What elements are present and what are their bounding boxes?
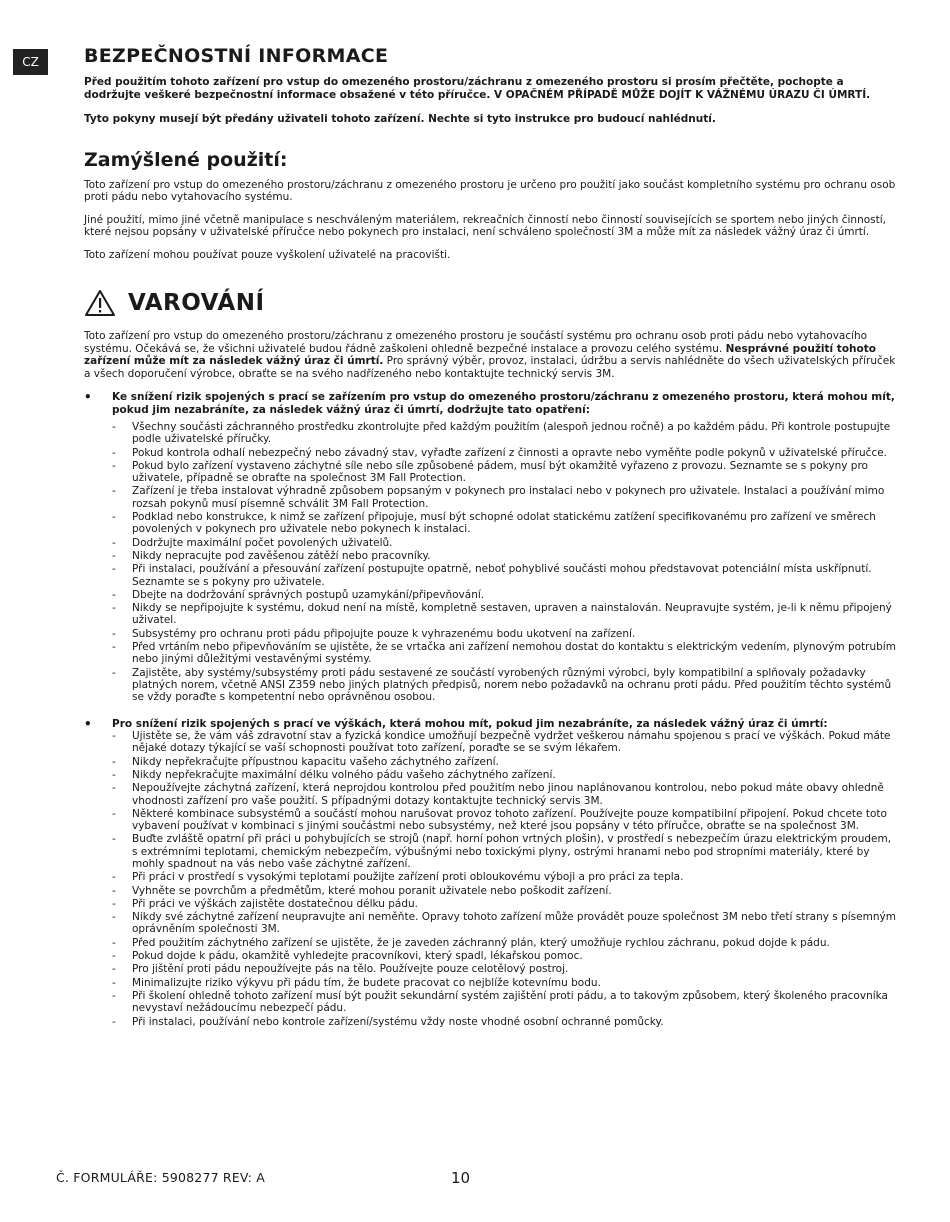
list-item: - Minimalizujte riziko výkyvu při pádu tím, že budete pracovat co nejblíže kotevnímu bodu. [132, 977, 896, 989]
list-item: - Pokud dojde k pádu, okamžitě vyhledejte pracovníkovi, který spadl, lékařskou pomoc. [132, 950, 896, 962]
list-item: - Ujistěte se, že vám váš zdravotní stav a fyzická kondice umožňují bezpečně vydržet veškerou námahu spojenou s prací ve výškách. Pokud máte nějaké dotazy týkající se vaší schopnosti používat toto zařízení, poraďte se se svým lékařem. [132, 730, 896, 755]
list-item: - Pro jištění proti pádu nepoužívejte pás na tělo. Používejte pouze celotělový postroj. [132, 963, 896, 975]
bullet-title: Pro snížení rizik spojených s prací ve výškách, která mohou mít, pokud jim nezabráníte, za následek vážný úraz či úmrtí: [112, 717, 828, 730]
list-item: - Dbejte na dodržování správných postupů uzamykání/připevňování. [132, 589, 896, 601]
intended-use-paragraph-3: Toto zařízení mohou používat pouze vyškolení uživatelé na pracovišti. [84, 248, 451, 261]
list-item: - Podklad nebo konstrukce, k nimž se zařízení připojuje, musí být schopné odolat statickému zatížení specifikovanému pro zařízení ve směrech povolených v pokynech pro uživatele nebo pokynech k instalaci. [132, 511, 896, 536]
list-item: - Nikdy nepřekračujte maximální délku volného pádu vašeho záchytného zařízení. [132, 769, 896, 781]
precautions-list [112, 421, 896, 704]
intended-use-paragraph-1: Toto zařízení pro vstup do omezeného prostoru/záchranu z omezeného prostoru je určeno pro použití jako součást kompletního systému pro ochranu osob proti pádu nebo vytahovacího systému. [84, 178, 896, 203]
list-item: - Při školení ohledně tohoto zařízení musí být použit sekundární systém zajištění proti pádu, a to takovým způsobem, který školeného pracovníka nevystaví nežádoucímu nebezpečí pádu. [132, 990, 896, 1015]
page-number: 10 [451, 1169, 471, 1187]
list-item: - Pokud kontrola odhalí nebezpečný nebo závadný stav, vyřaďte zařízení z činnosti a opravte nebo vyměňte podle pokynů v uživatelské příručce. [132, 447, 896, 459]
list-item: - Nikdy se nepřipojujte k systému, dokud není na místě, kompletně sestaven, upraven a nainstalován. Neupravujte systém, je-li k němu připojený uživatel. [132, 602, 896, 627]
bullet-title: Ke snížení rizik spojených s prací se zařízením pro vstup do omezeného prostoru/záchranu z omezeného prostoru, která mohou mít, pokud jim nezabráníte, za následek vážný úraz či úmrtí, dodržujte tato opatření: [112, 391, 895, 416]
page-content [84, 44, 896, 1029]
list-item: - Pokud bylo zařízení vystaveno záchytné síle nebo síle způsobené pádem, musí být okamžitě vyřazeno z provozu. Seznamte se s pokyny pro uživatele, případně se obraťte na společnost 3M Fall Protection. [132, 460, 896, 485]
list-item: - Nikdy své záchytné zařízení neupravujte ani neměňte. Opravy tohoto zařízení může provádět pouze společnost 3M nebo třetí strany s písemným oprávněním společnosti 3M. [132, 911, 896, 936]
list-item: - Subsystémy pro ochranu proti pádu připojujte pouze k vyhrazenému bodu ukotvení na zařízení. [132, 628, 896, 640]
list-item: - Dodržujte maximální počet povolených uživatelů. [132, 537, 896, 549]
bullet-work-at-height [84, 718, 896, 1028]
list-item: - Při instalaci, používání nebo kontrole zařízení/systému vždy noste vhodné osobní ochranné pomůcky. [132, 1016, 896, 1028]
list-item: - Zajistěte, aby systémy/subsystémy proti pádu sestavené ze součástí vyrobených různými výrobci, byly kompatibilní a splňovaly požadavky platných norem, včetně ANSI Z359 nebo jiných platných předpisů, norem nebo požadavků na ochranu proti pádu. Před použitím těchto systémů se vždy poraďte s kompetentní nebo oprávněnou osobou. [132, 667, 896, 704]
list-item: - Vyhněte se povrchům a předmětům, které mohou poranit uživatele nebo poškodit zařízení. [132, 885, 896, 897]
list-item: - Nikdy nepracujte pod zavěšenou zátěží nebo pracovníky. [132, 550, 896, 562]
precautions-list [112, 730, 896, 1028]
warning-header [84, 287, 896, 319]
list-item: - Nikdy nepřekračujte přípustnou kapacitu vašeho záchytného zařízení. [132, 756, 896, 768]
list-item: - Zařízení je třeba instalovat výhradně způsobem popsaným v pokynech pro instalaci nebo v pokynech pro uživatele. Instalaci a používání mimo rozsah pokynů musí písemně schválit 3M Fall Protection. [132, 485, 896, 510]
list-item: - Některé kombinace subsystémů a součástí mohou narušovat provoz tohoto zařízení. Používejte pouze kompatibilní připojení. Pokud chcete toto vybavení používat v kombinaci s jinými součástmi nebo subsystémy, než které jsou popsány v této příručce, obraťte se na společnost 3M. [132, 808, 896, 833]
warning-body-b: Pro správný výběr, provoz, instalaci, údržbu a servis nahlédněte do všech uživatelských příruček a všech doporučení výrobce, obraťte se na svého nadřízeného nebo kontaktujte technický servis 3M. [84, 355, 896, 380]
warning-body [84, 330, 896, 380]
intended-use-title: Zamýšlené použití: [84, 148, 288, 171]
intended-use-paragraph-2: Jiné použití, mimo jiné včetně manipulace s neschváleným materiálem, rekreačních činností nebo činností souvisejících se sportem nebo jiných činností, které nejsou popsány v uživatelské příručce nebo pokynech pro instalaci, není schváleno společností 3M a může mít za následek vážný úraz či úmrtí. [84, 213, 886, 238]
list-item: - Nepoužívejte záchytná zařízení, která neprojdou kontrolou před použitím nebo jinou naplánovanou kontrolou, nebo pokud máte obavy ohledně vhodnosti zařízení pro vaše použití. S případnými dotazy kontaktujte technický servis 3M. [132, 782, 896, 807]
warning-title: VAROVÁNÍ [128, 290, 265, 316]
bullet-confined-space [84, 391, 896, 704]
warning-body-a: Toto zařízení pro vstup do omezeného prostoru/záchranu z omezeného prostoru je součástí systému pro ochranu osob proti pádu nebo vytahovacího systému. Očekává se, že všichni uživatelé budou řádně zaškoleni ohledně bezpečné instalace a provozu celého systému. [84, 330, 868, 355]
list-item: - Před vrtáním nebo připevňováním se ujistěte, že se vrtačka ani zařízení nemohou dostat do kontaktu s elektrickým vedením, plynovým potrubím nebo jinými důležitými vestavěnými systémy. [132, 641, 896, 666]
list-item: - Před použitím záchytného zařízení se ujistěte, že je zaveden záchranný plán, který umožňuje rychlou záchranu, pokud dojde k pádu. [132, 937, 896, 949]
safety-intro-2: Tyto pokyny musejí být předány uživateli tohoto zařízení. Nechte si tyto instrukce pro budoucí nahlédnutí. [84, 113, 716, 125]
bullet-dot: • [84, 716, 92, 731]
list-item: - Při instalaci, používání a přesouvání zařízení postupujte opatrně, neboť pohyblivé součásti mohou představovat potenciální místa uskřípnutí. Seznamte se s pokyny pro uživatele. [132, 563, 896, 588]
form-number: Č. FORMULÁŘE: 5908277 REV: A [56, 1170, 265, 1185]
list-item: - Všechny součásti záchranného prostředku zkontrolujte před každým použitím (alespoň jednou ročně) a po každém pádu. Při kontrole postupujte podle uživatelské příručky. [132, 421, 896, 446]
list-item: - Buďte zvláště opatrní při práci u pohybujících se strojů (např. horní pohon vrtných plošin), v prostředí s nebezpečím úrazu elektrickým proudem, s extrémními teplotami, chemickým nebezpečím, výbušnými nebo toxickými plyny, ostrými hranami nebo pod stropními materiály, které by mohly spadnout na vás nebo vaše záchytné zařízení. [132, 833, 896, 870]
bullet-dot: • [84, 390, 92, 404]
warning-triangle-icon [84, 289, 116, 317]
language-tab: CZ [13, 49, 48, 75]
safety-title: BEZPEČNOSTNÍ INFORMACE [84, 45, 389, 67]
safety-intro: Před použitím tohoto zařízení pro vstup do omezeného prostoru/záchranu z omezeného prostoru si prosím přečtěte, pochopte a dodržujte veškeré bezpečnostní informace obsažené v této příručce. V OPAČNÉM PŘÍPADĚ MŮŽE DOJÍT K VÁŽNÉMU ÚRAZU ČI ÚMRTÍ. [84, 76, 871, 101]
list-item: - Při práci v prostředí s vysokými teplotami použijte zařízení proti obloukovému výboji a pro práci za tepla. [132, 871, 896, 883]
list-item: - Při práci ve výškách zajistěte dostatečnou délku pádu. [132, 898, 896, 910]
warning-body-bold: Nesprávné použití tohoto zařízení může mít za následek vážný úraz či úmrtí. [84, 342, 876, 367]
